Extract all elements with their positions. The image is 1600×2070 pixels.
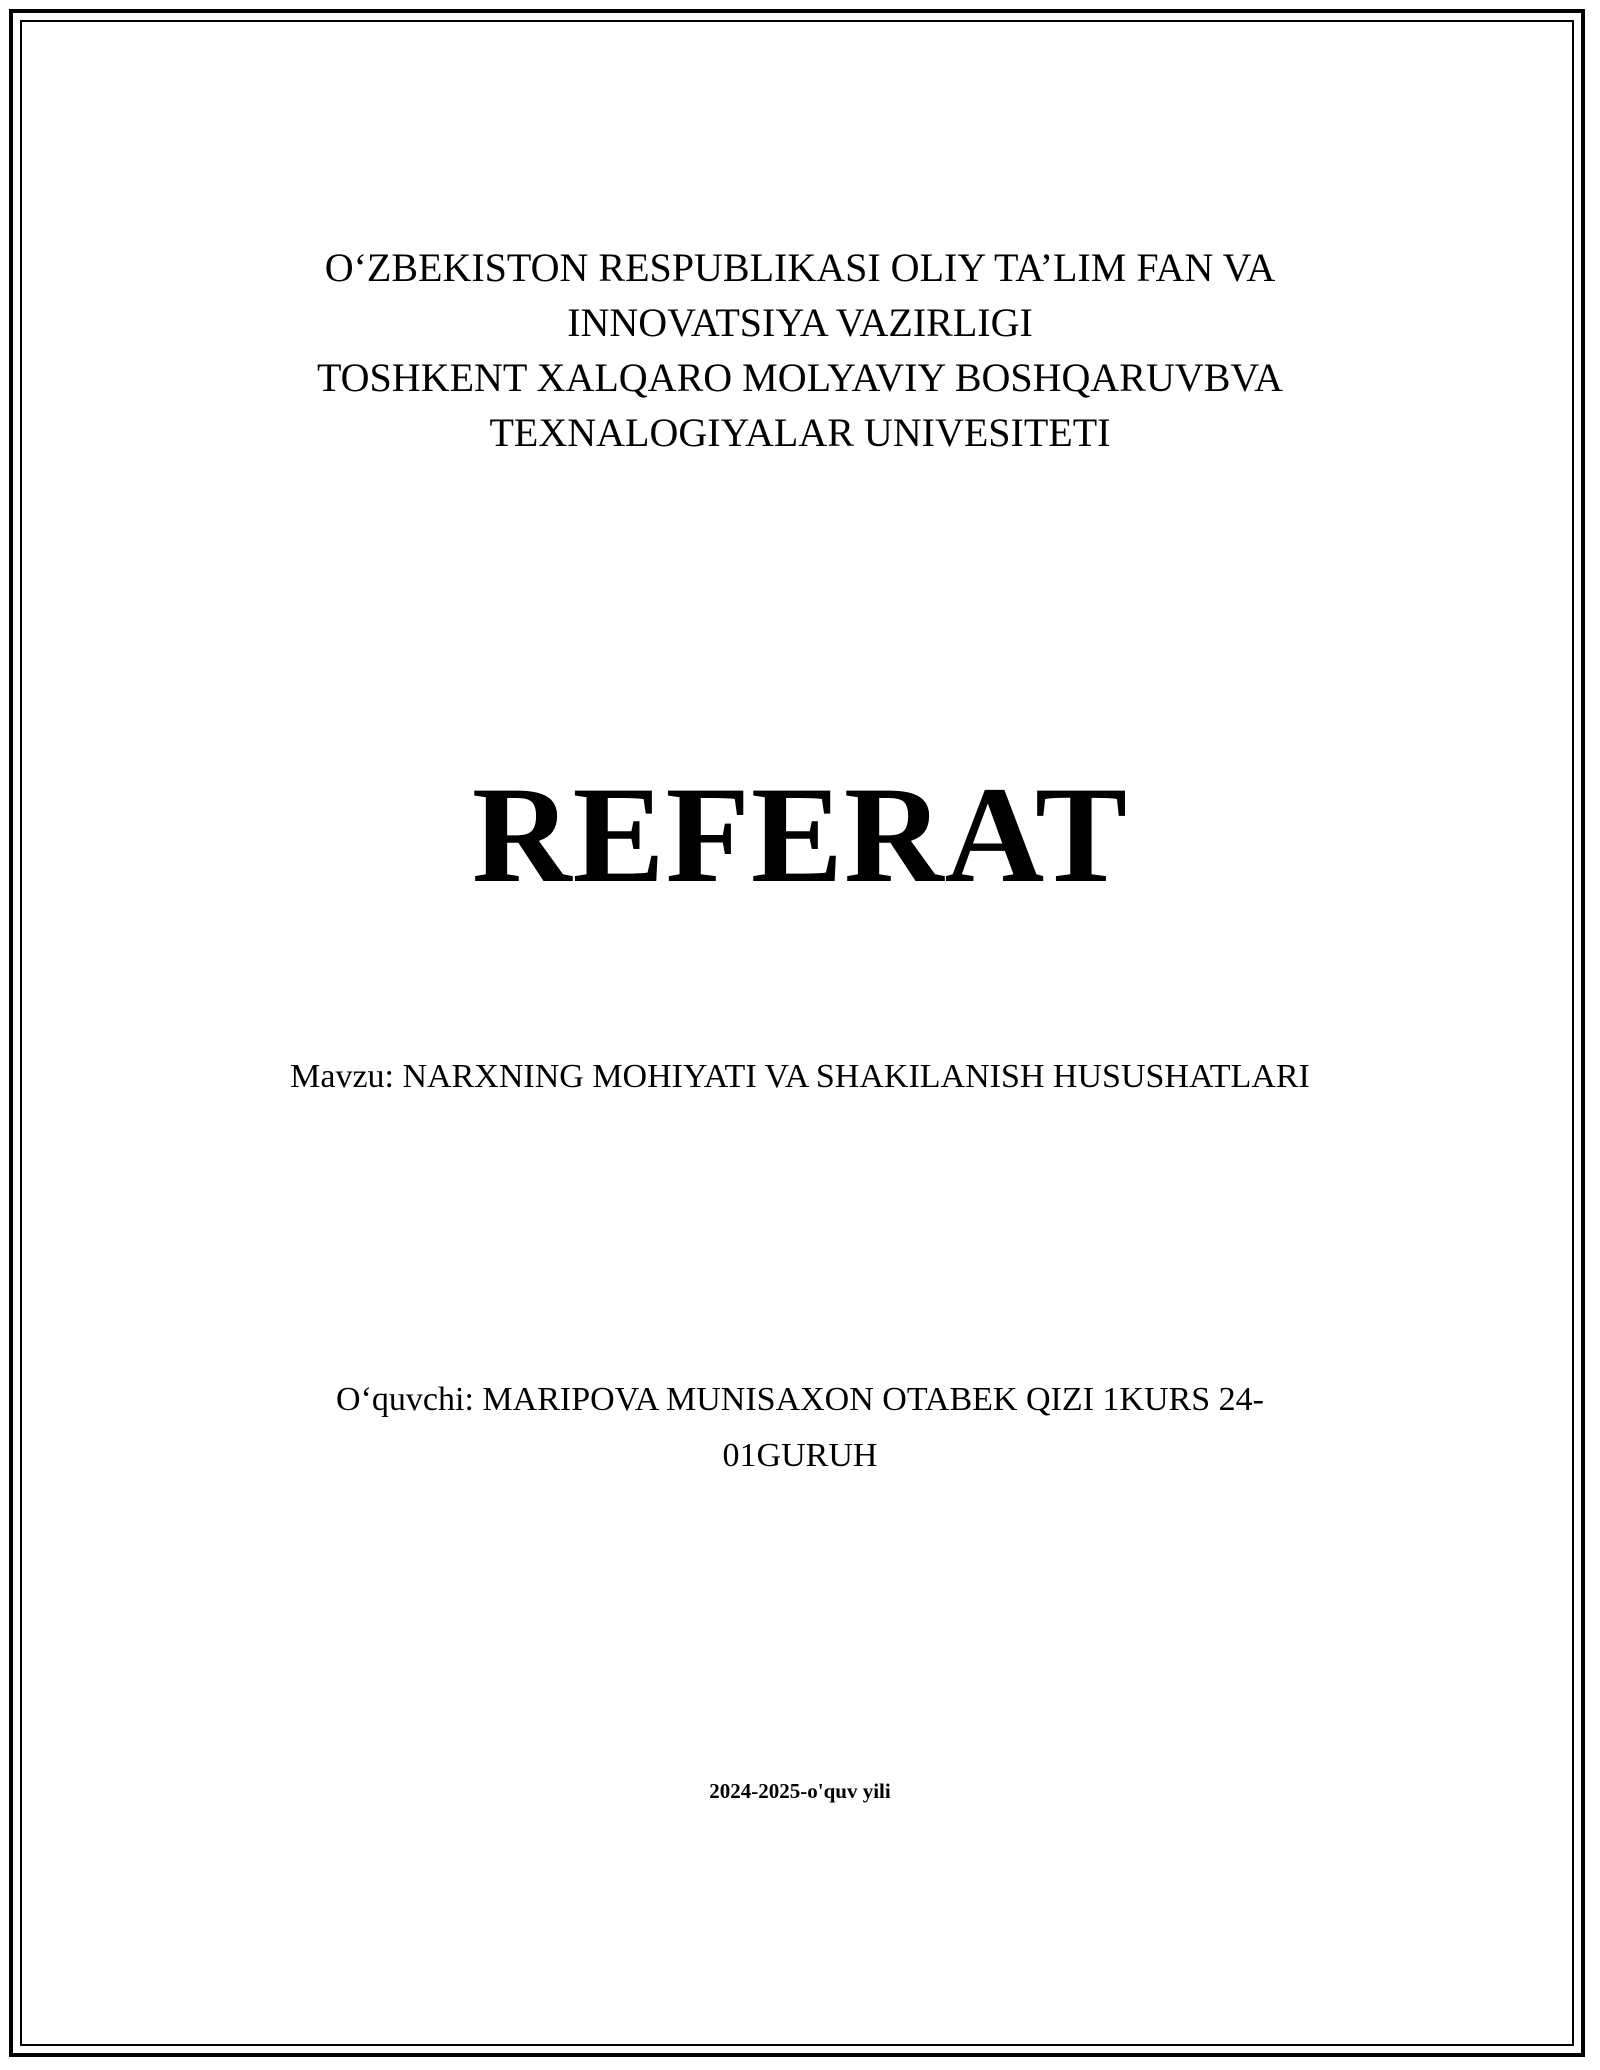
student-line-1: O‘quvchi: MARIPOVA MUNISAXON OTABEK QIZI 1KURS 24- bbox=[336, 1381, 1264, 1418]
document-title: REFERAT bbox=[471, 758, 1129, 911]
student-line-2: 01GURUH bbox=[722, 1437, 878, 1474]
header-line-university-1: TOSHKENT XALQARO MOLYAVIY BOSHQARUVBVA bbox=[316, 355, 1284, 400]
header-line-ministry-2: INNOVATSIYA VAZIRLIGI bbox=[567, 300, 1033, 345]
institution-header bbox=[0, 240, 1600, 460]
header-line-university-2: TEXNALOGIYALAR UNIVESITETI bbox=[489, 410, 1111, 455]
header-line-ministry-1: O‘ZBEKISTON RESPUBLIKASI OLIY TA’LIM FAN VA bbox=[324, 245, 1276, 290]
academic-year: 2024-2025-o'quv yili bbox=[709, 1779, 891, 1803]
student-info bbox=[0, 1372, 1600, 1484]
topic-line: Mavzu: NARXNING MOHIYATI VA SHAKILANISH HUSUSHATLARI bbox=[290, 1058, 1310, 1095]
